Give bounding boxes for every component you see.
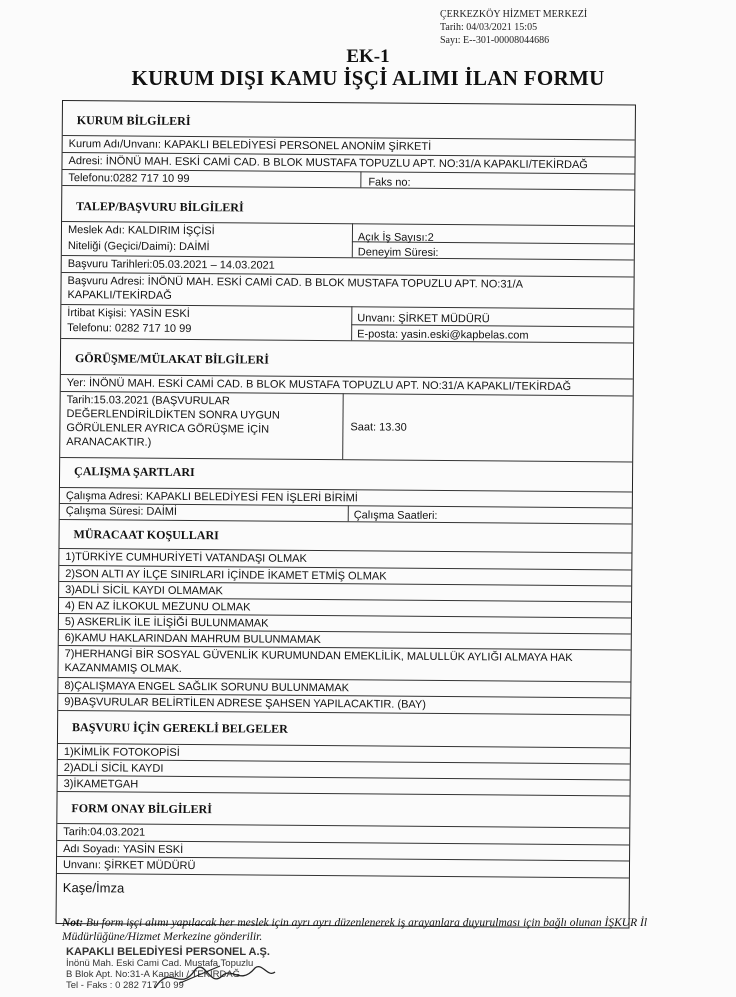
annex-title: EK-1	[346, 46, 390, 67]
open-positions: Açık İş Sayısı:2	[357, 231, 434, 244]
condition-item: 4) EN AZ İLKOKUL MEZUNU OLMAK	[64, 600, 251, 614]
kurum-address: Adresi: İNÖNÜ MAH. ESKİ CAMİ CAD. B BLOK MUSTAFA TOPUZLU APT. NO:31/A KAPAKLI/TEKİRDAĞ	[68, 155, 588, 172]
seal-line1: KAPAKLI BELEDİYESİ PERSONEL A.Ş.	[66, 946, 270, 958]
section-heading-kurum: KURUM BİLGİLERİ	[76, 113, 191, 129]
section-heading-onay: FORM ONAY BİLGİLERİ	[71, 801, 212, 817]
seal-line3: B Blok Apt. No:31-A Kapaklı / TEKİRDAĞ	[66, 969, 241, 980]
kurum-name: Kurum Adı/Unvanı: KAPAKLI BELEDİYESİ PERSONEL ANONİM ŞİRKETİ	[68, 138, 432, 153]
kurum-phone: Telefonu:0282 717 10 99	[68, 172, 190, 186]
interview-place: Yer: İNÖNÜ MAH. ESKİ CAMİ CAD. B BLOK MUSTAFA TOPUZLU APT. NO:31/A KAPAKLI/TEKİRDAĞ	[66, 377, 572, 394]
condition-item: 9)BAŞVURULAR BELİRTİLEN ADRESE ŞAHSEN YAPILACAKTIR. (BAY)	[64, 696, 427, 711]
condition-item: 2)SON ALTI AY İLÇE SINIRLARI İÇİNDE İKAMET ETMİŞ OLMAK	[65, 568, 387, 583]
application-address-line1: Başvuru Adresi: İNÖNÜ MAH. ESKİ CAMİ CAD. B BLOK MUSTAFA TOPUZLU APT. NO:31/A	[67, 275, 524, 291]
seal-line2: İnönü Mah. Eski Cami Cad. Mustafa Topuzlu	[66, 958, 254, 969]
interview-date-line1: Tarih:15.03.2021 (BAŞVURULAR	[66, 394, 230, 408]
condition-item: 5) ASKERLİK İLE İLİŞİĞİ BULUNMAMAK	[64, 616, 269, 630]
document-item: 3)İKAMETGAH	[63, 778, 139, 791]
section-heading-calisma: ÇALIŞMA ŞARTLARI	[74, 464, 195, 480]
section-heading-muracaat: MÜRACAAT KOŞULLARI	[73, 527, 219, 543]
work-address: Çalışma Adresi: KAPAKLI BELEDİYESİ FEN İŞLERİ BİRİMİ	[65, 490, 358, 505]
work-duration: Çalışma Süresi: DAİMİ	[65, 505, 178, 518]
form-title: KURUM DIŞI KAMU İŞÇİ ALIMI İLAN FORMU	[131, 66, 605, 90]
interview-date-line2: DEĞERLENDİRİLDİKTEN SONRA UYGUN	[66, 408, 280, 422]
approver-name: Adı Soyadı: YASİN ESKİ	[63, 843, 184, 856]
application-address-line2: KAPAKLI/TEKİRDAĞ	[67, 289, 172, 302]
stamp-date: Tarih: 04/03/2021 15:05	[440, 22, 538, 33]
footnote-label: Not:	[62, 917, 84, 929]
contact-title: Unvanı: ŞİRKET MÜDÜRÜ	[357, 312, 490, 326]
job-nature: Niteliği (Geçici/Daimi): DAİMİ	[67, 240, 210, 254]
job-name: Meslek Adı: KALDIRIM İŞÇİSİ	[67, 224, 215, 238]
contact-email: E-posta: yasin.eski@kapbelas.com	[357, 328, 529, 342]
condition-item: 8)ÇALIŞMAYA ENGEL SAĞLIK SORUNU BULUNMAMAK	[64, 680, 350, 695]
section-heading-gorusme: GÖRÜŞME/MÜLAKAT BİLGİLERİ	[74, 351, 269, 367]
condition-item: 7)HERHANGİ BİR SOSYAL GÜVENLİK KURUMUNDAN EMEKLİLİK, MALULLÜK AYLIĞI ALMAYA HAK	[64, 648, 573, 665]
footnote	[62, 916, 662, 944]
section-heading-belgeler: BAŞVURU İÇİN GEREKLİ BELGELER	[72, 720, 288, 736]
interview-date-line3: GÖRÜLENLER AYRICA GÖRÜŞME İÇİN	[66, 422, 270, 436]
handwritten-signature	[150, 958, 280, 996]
stamp-number: Sayı: E--301-00008044686	[440, 35, 550, 46]
experience: Deneyim Süresi:	[357, 246, 439, 259]
approval-date: Tarih:04.03.2021	[63, 826, 146, 839]
approver-title: Unvanı: ŞİRKET MÜDÜRÜ	[62, 859, 196, 873]
seal-line4: Tel - Faks : 0 282 717 10 99	[66, 980, 184, 991]
contact-person: İrtibat Kişisi: YASİN ESKİ	[67, 307, 190, 321]
kurum-fax: Faks no:	[368, 176, 411, 189]
stamp-signature-label: Kaşe/İmza	[62, 880, 125, 896]
condition-item: 3)ADLİ SİCİL KAYDI OLMAMAK	[65, 584, 223, 598]
document-stamp-header	[440, 8, 587, 47]
document-item: 1)KİMLİK FOTOKOPİSİ	[63, 746, 180, 759]
footnote-text: Bu form işçi alımı yapılacak her meslek için ayrı ayrı düzenlenerek iş arayanlara duyurulması için bağlı olunan İŞKUR İl Müdürlüğüne/Hizmet Merkezine gönderilir.	[62, 917, 648, 943]
condition-item: 6)KAMU HAKLARINDAN MAHRUM BULUNMAMAK	[64, 632, 321, 647]
form-table	[56, 100, 636, 928]
interview-date-line4: ARANACAKTIR.)	[66, 436, 152, 449]
interview-time: Saat: 13.30	[350, 421, 407, 434]
work-hours: Çalışma Saatleri:	[353, 509, 438, 522]
condition-item: 1)TÜRKİYE CUMHURİYETİ VATANDAŞI OLMAK	[65, 551, 307, 565]
condition-item-continued: KAZANMAMIŞ OLMAK.	[64, 662, 182, 675]
section-heading-talep: TALEP/BAŞVURU BİLGİLERİ	[76, 199, 244, 215]
document-item: 2)ADLİ SİCİL KAYDI	[63, 762, 164, 775]
application-dates: Başvuru Tarihleri:05.03.2021 – 14.03.2021	[67, 258, 275, 272]
contact-phone: Telefonu: 0282 717 10 99	[67, 322, 192, 336]
office-name: ÇERKEZKÖY HİZMET MERKEZİ	[440, 9, 588, 20]
